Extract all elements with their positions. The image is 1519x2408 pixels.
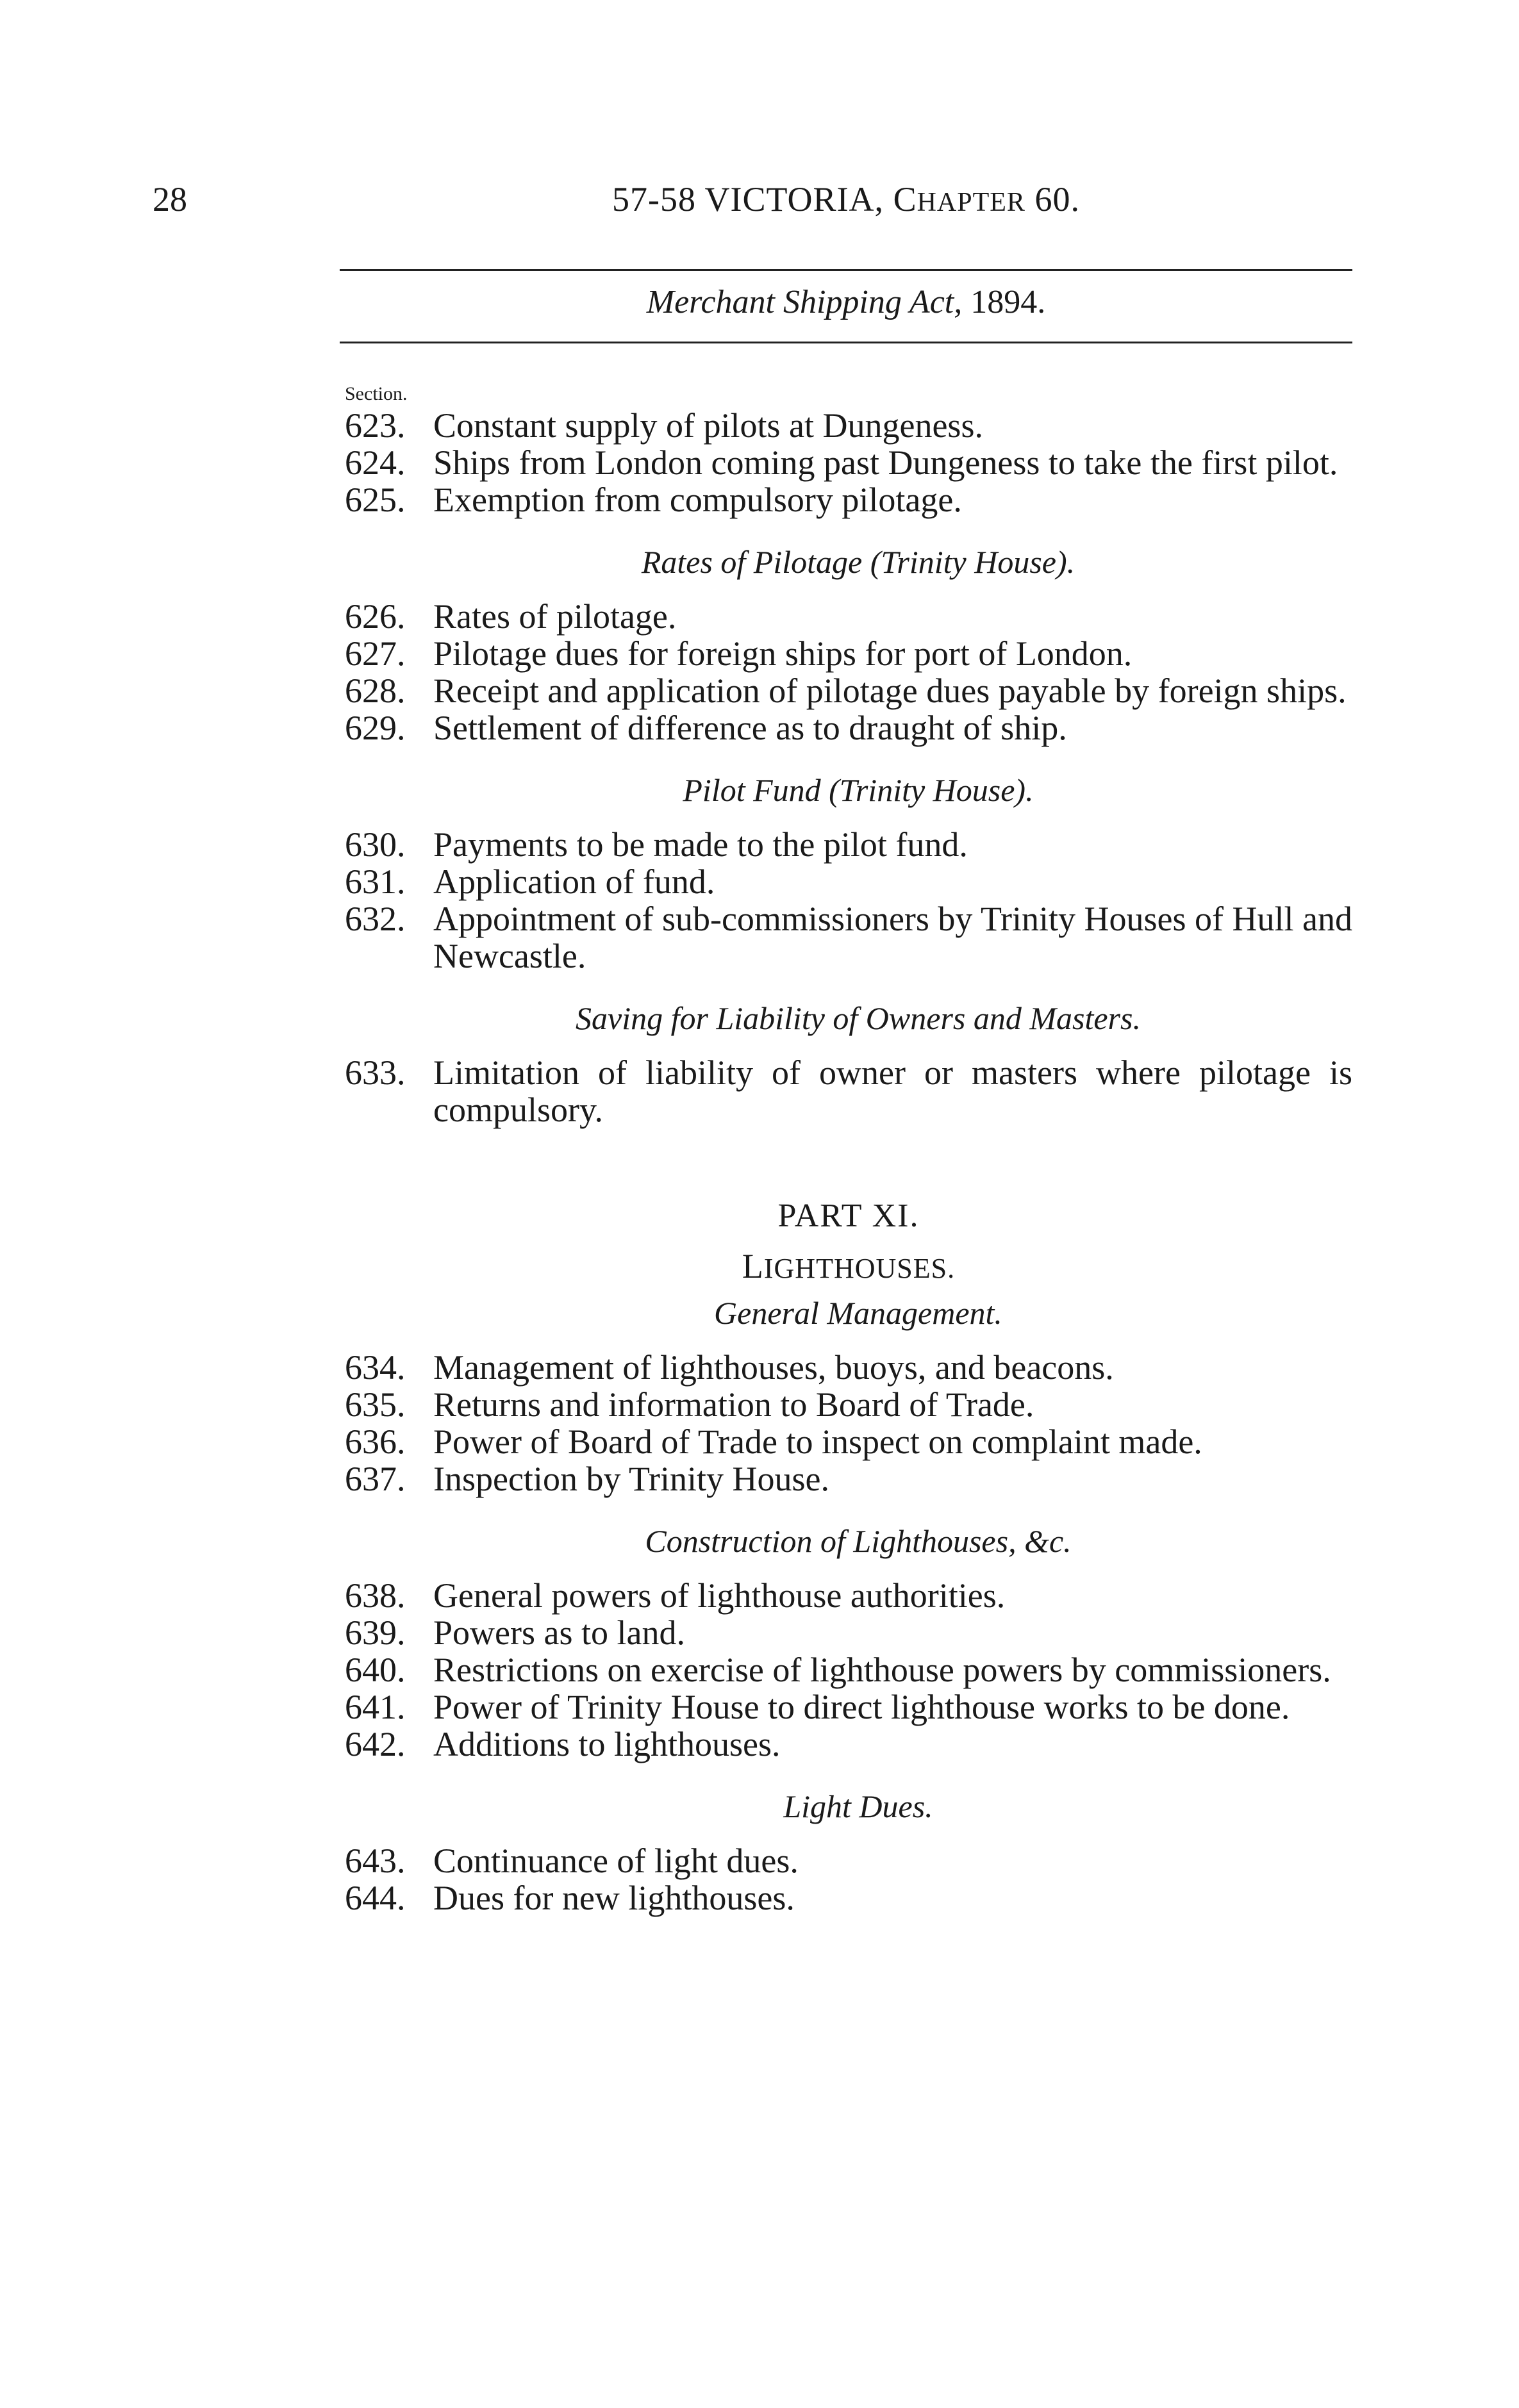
list-item: 638. General powers of lighthouse authorities. xyxy=(345,1576,1006,1615)
running-head xyxy=(340,179,1352,219)
list-item: 623. Constant supply of pilots at Dungeness. xyxy=(345,406,983,445)
entry-group xyxy=(345,598,1352,746)
list-item: 644. Dues for new lighthouses. xyxy=(345,1879,795,1917)
list-item: 624. Ships from London coming past Dungeness to take the first pilot. xyxy=(345,443,1338,482)
entry-group xyxy=(345,407,1352,518)
list-item: 642. Additions to lighthouses. xyxy=(345,1725,781,1763)
list-item: 639. Powers as to land. xyxy=(345,1613,685,1652)
list-item: 636. Power of Board of Trade to inspect on complaint made. xyxy=(345,1423,1202,1461)
list-item: 633. Limitation of liability of owner or masters where pilotage is compulsory. xyxy=(345,1053,1352,1129)
section-heading: Rates of Pilotage (Trinity House). xyxy=(641,544,1075,580)
list-item: 634. Management of lighthouses, buoys, and beacons. xyxy=(345,1348,1114,1387)
part-subtitle: LIGHTHOUSES. xyxy=(742,1247,956,1285)
header-rule-top xyxy=(340,269,1352,271)
list-item: 643. Continuance of light dues. xyxy=(345,1842,799,1880)
list-item: 641. Power of Trinity House to direct lighthouse works to be done. xyxy=(345,1688,1290,1726)
list-item: 626. Rates of pilotage. xyxy=(345,597,677,636)
entry-group xyxy=(345,1349,1352,1497)
section-heading: Light Dues. xyxy=(783,1788,933,1824)
section-heading: Construction of Lighthouses, &c. xyxy=(645,1523,1072,1559)
part-title: PART XI. xyxy=(777,1198,920,1234)
section-heading: General Management. xyxy=(714,1295,1002,1331)
page-number: 28 xyxy=(153,180,187,219)
list-item: 640. Restrictions on exercise of lighthouse powers by commissioners. xyxy=(345,1651,1331,1689)
list-item: 635. Returns and information to Board of Trade. xyxy=(345,1385,1034,1424)
entry-group xyxy=(345,1577,1352,1763)
running-head-title: 57-58 VICTORIA, xyxy=(612,180,884,219)
section-label: Section. xyxy=(345,383,408,404)
section-heading: Pilot Fund (Trinity House). xyxy=(683,772,1034,808)
list-item: 630. Payments to be made to the pilot fund. xyxy=(345,825,968,864)
list-item: 637. Inspection by Trinity House. xyxy=(345,1460,830,1498)
list-item: 628. Receipt and application of pilotage dues payable by foreign ships. xyxy=(345,672,1347,710)
entry-group xyxy=(345,1842,1352,1917)
act-name: Merchant Shipping Act, 1894. xyxy=(646,284,1046,320)
section-heading: Saving for Liability of Owners and Masters. xyxy=(576,1000,1141,1036)
running-head-chapter-number: 60. xyxy=(1034,180,1080,219)
entry-group xyxy=(345,826,1352,975)
list-item: 627. Pilotage dues for foreign ships for port of London. xyxy=(345,634,1133,673)
list-item: 631. Application of fund. xyxy=(345,862,715,901)
entry-group xyxy=(345,1054,1352,1128)
running-head-chapter: CHAPTER xyxy=(893,180,1025,219)
list-item: 632. Appointment of sub-commissioners by Trinity Houses of Hull and Newcastle. xyxy=(345,900,1352,975)
contents-list xyxy=(345,407,1352,1917)
list-item: 625. Exemption from compulsory pilotage. xyxy=(345,481,962,519)
list-item: 629. Settlement of difference as to draught of ship. xyxy=(345,709,1067,747)
header-rule-bottom xyxy=(340,342,1352,343)
